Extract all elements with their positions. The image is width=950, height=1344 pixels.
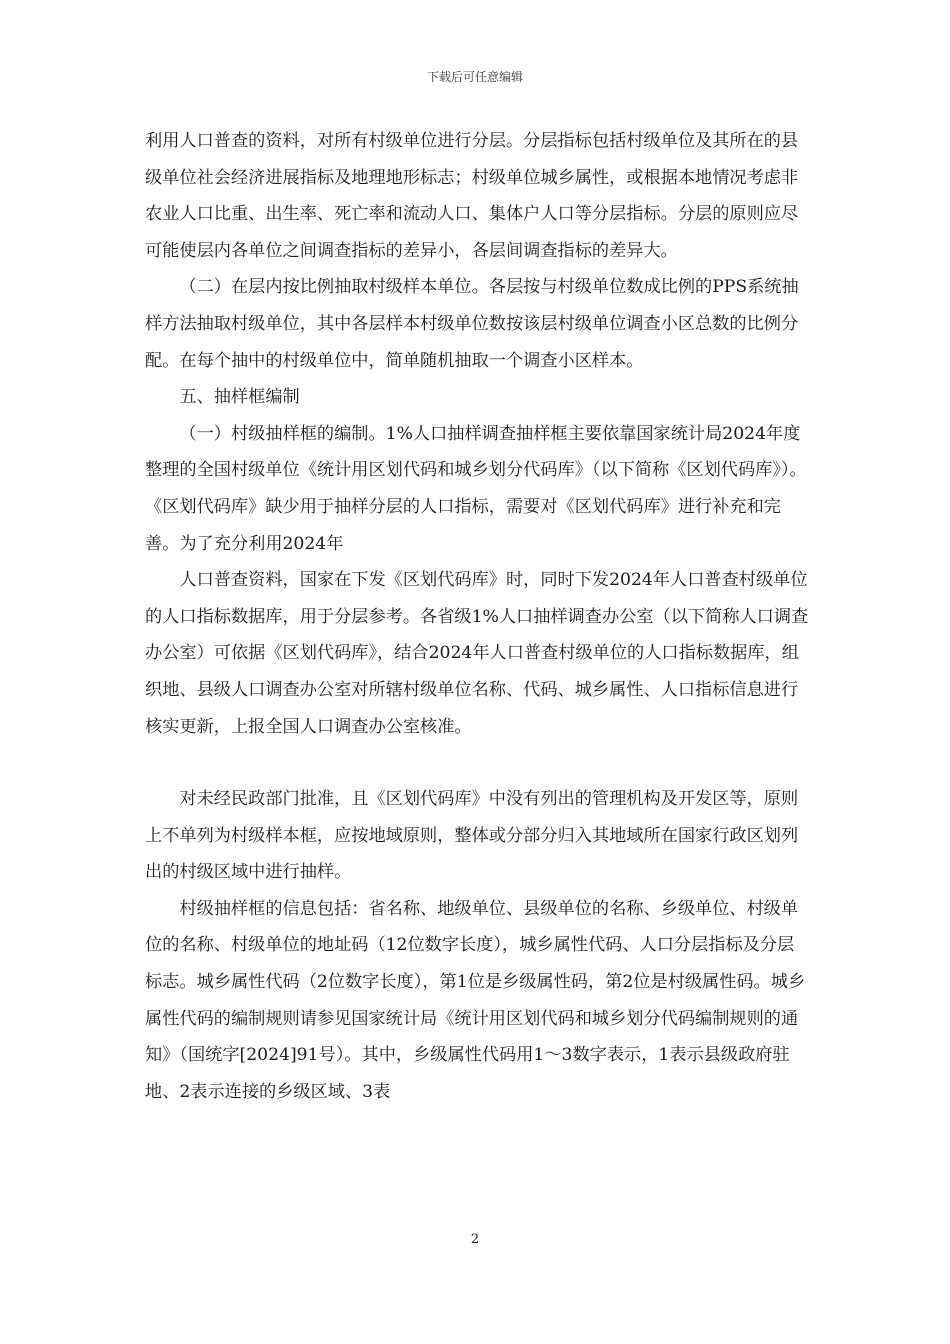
paragraph-unapproved-units: 对未经民政部门批准，且《区划代码库》中没有列出的管理机构及开发区等，原则上不单列为村级样本框，应按地域原则，整体或分部分归入其地域所在国家行政区划列出的村级区域中进行抽样。 <box>145 789 799 883</box>
paragraph-village-frame: （一）村级抽样框的编制。1%人口抽样调查抽样框主要依靠国家统计局2024年度整理的全国村级单位《统计用区划代码和城乡划分代码库》（以下简称《区划代码库》）。《区划代码库》缺少用于抽样分层的人口指标，需要对《区划代码库》进行补充和完善。为了充分利用2024年 <box>145 423 807 554</box>
blank-line <box>145 745 810 781</box>
page-number: 2 <box>470 1232 480 1247</box>
document-body <box>145 123 810 1110</box>
paragraph-proportional-sampling: （二）在层内按比例抽取村级样本单位。各层按与村级单位数成比例的PPS系统抽样方法抽取村级单位，其中各层样本村级单位数按该层村级单位调查小区总数的比例分配。在每个抽中的村级单位中，简单随机抽取一个调查小区样本。 <box>145 277 799 371</box>
paragraph-stratification: 利用人口普查的资料，对所有村级单位进行分层。分层指标包括村级单位及其所在的县级单位社会经济进展指标及地理地形标志；村级单位城乡属性，或根据本地情况考虑非农业人口比重、出生率、死亡率和流动人口、集体户人口等分层指标。分层的原则应尽可能使层内各单位之间调查指标的差异小，各层间调查指标的差异大。 <box>145 131 799 261</box>
paragraph-census-data: 人口普查资料，国家在下发《区划代码库》时，同时下发2024年人口普查村级单位的人口指标数据库，用于分层参考。各省级1%人口抽样调查办公室（以下简称人口调查办公室）可依据《区划代码库》，结合2024年人口普查村级单位的人口指标数据库，组织地、县级人口调查办公室对所辖村级单位名称、代码、城乡属性、人口指标信息进行核实更新，上报全国人口调查办公室核准。 <box>145 570 809 737</box>
page-header: 下载后可任意编辑 <box>426 70 523 84</box>
paragraph-frame-info: 村级抽样框的信息包括：省名称、地级单位、县级单位的名称、乡级单位、村级单位的名称、村级单位的地址码（12位数字长度），城乡属性代码、人口分层指标及分层标志。城乡属性代码（2位数字长度），第1位是乡级属性码，第2位是村级属性码。城乡属性代码的编制规则请参见国家统计局《统计用区划代码和城乡划分代码编制规则的通知》（国统字[2024]91号）。其中，乡级属性代码用1～3数字表示，1表示县级政府驻地、2表示连接的乡级区域、3表 <box>145 898 806 1102</box>
section-heading-sampling-frame: 五、抽样框编制 <box>179 387 300 408</box>
